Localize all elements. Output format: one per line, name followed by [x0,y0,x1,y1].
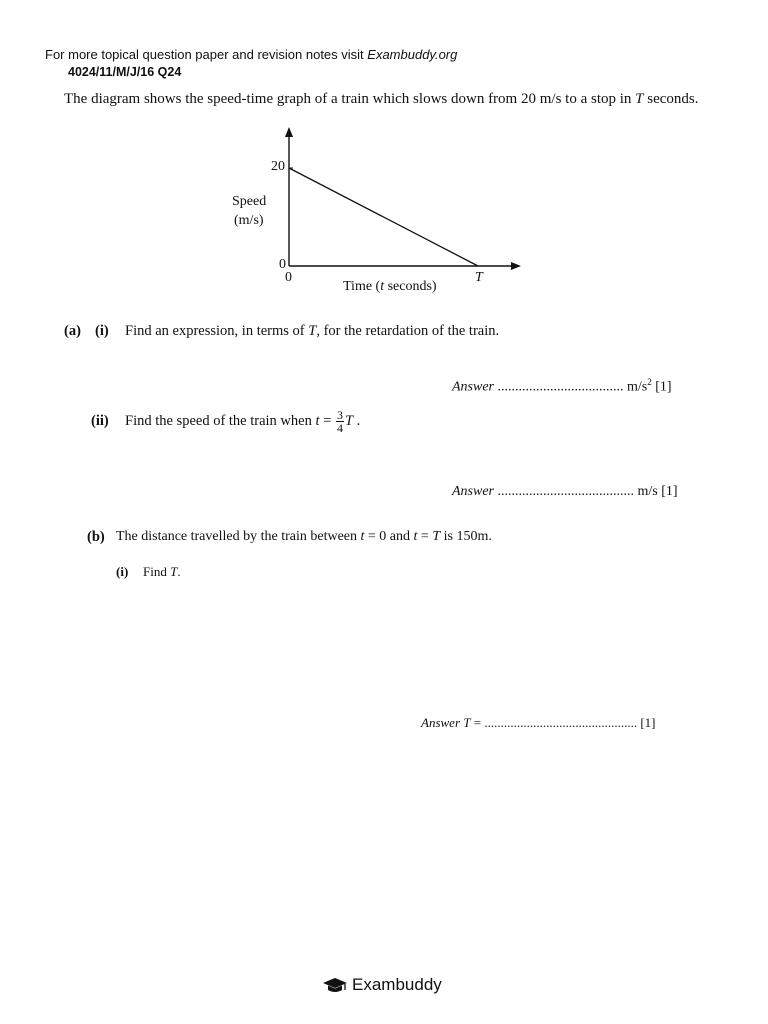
marks: [1] [661,484,678,499]
part-ai-label: (i) [95,323,109,339]
aii-text: Find the speed of the train when [125,412,316,429]
intro-unit: m/s [539,91,562,107]
y-axis-label-line1: Speed [232,194,267,209]
y-tick-0: 0 [279,257,286,272]
x-label-var: t [380,279,385,294]
y-tick-20: 20 [271,159,285,174]
paper-code: 4024/11/M/J/16 Q24 [68,65,182,79]
intro-text-3: seconds. [643,91,699,107]
b-T: T [432,529,441,544]
speed-time-graph [0,0,768,320]
aii-T: T [344,412,354,429]
part-a-label: (a) [64,323,81,339]
answer-unit-sup: 2 [647,377,652,387]
answer-dots: ............................................... [484,715,638,730]
series-layer [289,168,478,266]
marks: [1] [640,715,656,730]
part-ai-question [125,323,499,340]
y-axis-label-line2: (m/s) [234,213,264,228]
answer-eq: = [470,715,485,730]
part-bi-question [143,564,181,580]
part-bi-label: (i) [116,564,129,579]
answer-word: Answer [452,379,494,395]
b-t1: t [360,529,365,544]
bi-text: Find [143,564,171,579]
marks: [1] [655,379,672,395]
banner-text: For more topical question paper and revision notes visit [45,47,368,62]
aii-end: . [353,412,361,429]
footer-logo [322,975,442,995]
part-b-question [116,529,492,545]
answer-var: T [463,715,471,730]
ai-text: Find an expression, in terms of [125,323,309,339]
ai-var: T [308,323,317,339]
x-label-text-2: seconds) [384,279,437,294]
x-label-text: Time ( [343,279,381,294]
ai-text-2: , for the retardation of the train. [316,323,500,339]
answer-line-bi[interactable] [421,715,656,731]
b-text-4: is 150 [440,529,478,544]
graduation-cap-icon [322,975,348,995]
aii-eq: = [319,412,335,429]
part-aii-label: (ii) [91,413,109,429]
b-text-2: = 0 and [364,529,414,544]
footer-brand: Exambuddy [352,975,442,994]
b-text: The distance travelled by the train between [116,529,361,544]
x-axis-label [343,279,437,295]
fraction-denominator: 4 [336,420,343,435]
part-b-label: (b) [87,529,105,545]
answer-word: Answer [452,484,494,499]
answer-word: Answer [421,715,460,730]
aii-t: t [315,412,320,429]
speed-line [289,168,478,266]
answer-unit: m/s [627,379,648,395]
fraction-three-quarters [336,409,344,434]
intro-var: T [635,91,644,107]
b-text-3: = [417,529,433,544]
x-tick-0: 0 [285,270,292,285]
intro-text-2: to a stop in [561,91,636,107]
b-unit: m [477,529,489,544]
b-t2: t [413,529,418,544]
fraction-numerator: 3 [336,407,343,422]
bi-var: T [170,564,178,579]
x-tick-T: T [475,270,483,285]
bi-text-2: . [177,564,181,579]
answer-line-aii[interactable] [452,484,678,500]
answer-unit: m/s [637,484,658,499]
b-text-5: . [488,529,492,544]
answer-dots: ....................................... [497,484,634,499]
banner-site-link[interactable]: Exambuddy.org [367,47,458,62]
part-aii-question [125,406,360,436]
intro-text: The diagram shows the speed-time graph of a train which slows down from 20 [64,91,536,107]
answer-line-ai[interactable] [452,377,672,396]
answer-dots: .................................... [497,379,624,395]
